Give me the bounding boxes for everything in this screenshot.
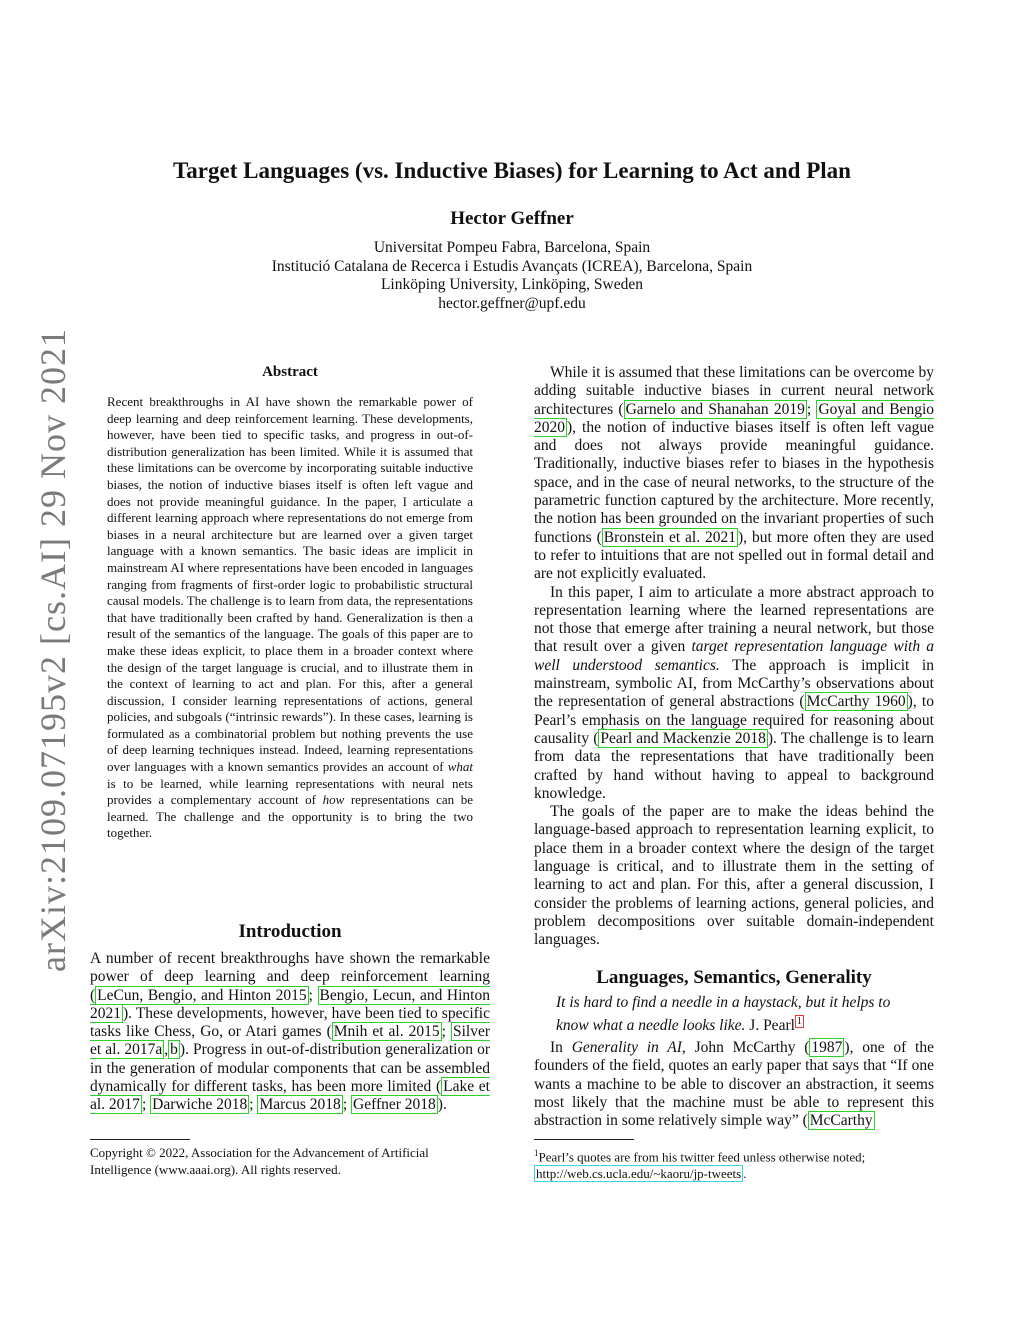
citation-link[interactable]: Bengio, Lecun, and Hinton 2021 [90,986,490,1022]
citation-link[interactable]: Mnih et al. 2015 [333,1023,440,1041]
affiliations [0,239,1024,313]
citation-link[interactable]: Silver et al. 2017a [90,1023,490,1059]
abstract-text: Recent breakthroughs in AI have shown the remarkable power of deep learning and deep reinforcement learning. These developments, however, have been tied to specific tasks, and progress in out-of-distribution generalization has been limited. While it is assumed that these limitations can be overcome by incorporating suitable inductive biases, the notion of inductive biases itself is often left vague and does not provide meaningful guidance. In the paper, I articulate a different learning approach where representations do not emerge from biases in a neural architecture but are learned over a given target language with a known semantics. The basic ideas are implicit in mainstream AI where representations have been encoded in languages ranging from fragments of first-order logic to probabilistic structural causal models. The challenge is to learn from data, the representations that have traditionally been crafted by hand. Generalization is then a result of the semantics of the language. The goals of this paper are to make these ideas explicit, to place them in a broader context where the design of the target language is crucial, and to illustrate them in the context of learning to act and plan. For this, after a general discussion, I consider learning representations of actions, general policies, and subgoals (“intrinsic rewards”). In these cases, learning is formulated as a combinatorial problem but nothing prevents the use of deep learning techniques instead. Indeed, learning representations over languages with a known semantics provides an account of what is to be learned, while learning representations with neural nets provides a complementary account of how representations can be learned. The challenge and the opportunity is to bring the two together. [107,394,473,841]
citation-link[interactable]: Marcus 2018 [259,1096,341,1114]
paper-title: Target Languages (vs. Inductive Biases) for Learning to Act and Plan [173,158,851,183]
introduction-text [90,950,490,1115]
body-paragraph: The goals of the paper are to make the ideas behind the language-based approach to representation learning explicit, to place them in a broader context where the design of the target language is critical, and to illustrate them in the setting of learning to act and plan. For this, after a general discussion, I consider the problems of learning actions, general policies, and problem decompositions over suitable domain-independent languages. [534,803,934,949]
abstract-heading: Abstract [262,364,318,380]
introduction-heading: Introduction [238,921,342,942]
citation-link[interactable]: LeCun, Bengio, and Hinton 2015 [97,986,307,1004]
citation-link[interactable]: b [170,1041,178,1059]
citation-link[interactable]: McCarthy 1960 [806,693,906,711]
citation-link[interactable]: McCarthy [809,1112,873,1130]
citation-link[interactable]: Garnelo and Shanahan 2019 [625,400,805,418]
epigraph-quote: It is hard to find a needle in a haystack, but it helps to know what a needle looks like. J. Pearl $^1$ [556,994,891,1035]
body-paragraph: In Generality in AI, John McCarthy ( 1987 ), one of the founders of the field, quotes an early paper that says that “If one wants a machine to be able to discover an abstraction, it seems most likely that the machine must be able to represent this abstraction in some relatively simple way” ( McCarthy [534,1039,934,1130]
citation-link[interactable]: Goyal and Bengio 2020 [534,400,934,436]
citation-link[interactable]: Lake et al. 2017 [90,1078,490,1114]
citation-link[interactable]: Bronstein et al. 2021 [603,528,737,546]
citation-link[interactable]: Geffner 2018 [353,1096,436,1114]
footnote-link[interactable]: 1 [796,1016,802,1027]
copyright-notice: Copyright © 2022, Association for the Advancement of Artificial Intelligence (www.aaai.org). All rights reserved. [90,1145,429,1177]
footnote-url-link[interactable]: http://web.cs.ucla.edu/~kaoru/jp-tweets [536,1165,742,1181]
author-name: Hector Geffner [450,208,574,229]
arxiv-stamp [28,328,78,972]
footnote-rule [534,1139,634,1140]
citation-link[interactable]: Darwiche 2018 [152,1096,248,1114]
generality-text [534,1039,934,1130]
arxiv-stamp-text: arXiv:2109.07195v2 [cs.AI] 29 Nov 2021 [33,328,74,972]
affiliation-line: Institució Catalana de Recerca i Estudis Avançats (ICREA), Barcelona, Spain [271,257,753,275]
affiliation-line: Universitat Pompeu Fabra, Barcelona, Spain [373,239,651,256]
affiliation-line: Linköping University, Linköping, Sweden [380,276,644,293]
intro-paragraph: A number of recent breakthroughs have shown the remarkable power of deep learning and deep reinforcement learning ( LeCun, Bengio, and Hinton 2015 ; Bengio, Lecun, and Hinton 2021 ). These developments, however, have been tied to specific tasks like Chess, Go, or Atari games ( Mnih et al. 2015 ; Silver et al. 2017a , b ). Progress in out-of-distribution generalization or in the generation of modular components that can be assembled dynamically for different tasks, has been more limited ( Lake et al. 2017 ; Darwiche 2018 ; Marcus 2018 ; Geffner 2018 ). [90,950,490,1114]
section-heading: Languages, Semantics, Generality [596,967,872,988]
citation-link[interactable]: Pearl and Mackenzie 2018 [600,729,766,747]
author-email: hector.geffner@upf.edu [438,294,586,312]
footnote-rule [90,1139,190,1140]
footnote: $^1$Pearl’s quotes are from his twitter feed unless otherwise noted; http://web.cs.ucla.edu/~kaoru/jp-tweets . [534,1148,866,1181]
citation-link[interactable]: 1987 [811,1039,843,1056]
right-column-text [534,364,934,950]
body-paragraph: While it is assumed that these limitations can be overcome by adding suitable inductive biases in current neural network architectures ( Garnelo and Shanahan 2019 ; Goyal and Bengio 2020 ), the notion of inductive biases itself is often left vague and does not always provide meaningful guidance. Traditionally, inductive biases refer to biases in the hypothesis space, and in the case of neural networks, to the structure of the parametric function captured by the architecture. More recently, the notion has been grounded on the invariant properties of such functions ( Bronstein et al. 2021 ), but more often they are used to refer to intuitions that are not spelled out in formal detail and are not explicitly evaluated. [534,364,935,583]
body-paragraph: In this paper, I aim to articulate a more abstract approach to representation learning where the learned representations are not those that emerge after training a neural network, but those that result over a given target representation language with a well understood semantics. The approach is implicit in mainstream, symbolic AI, from McCarthy’s observations about the representation of general abstractions ( McCarthy 1960 ), to Pearl’s emphasis on the language required for reasoning about causality ( Pearl and Mackenzie 2018 ). The challenge is to learn from data the representations that have traditionally been crafted by hand without having to appeal to background knowledge. [534,583,935,802]
